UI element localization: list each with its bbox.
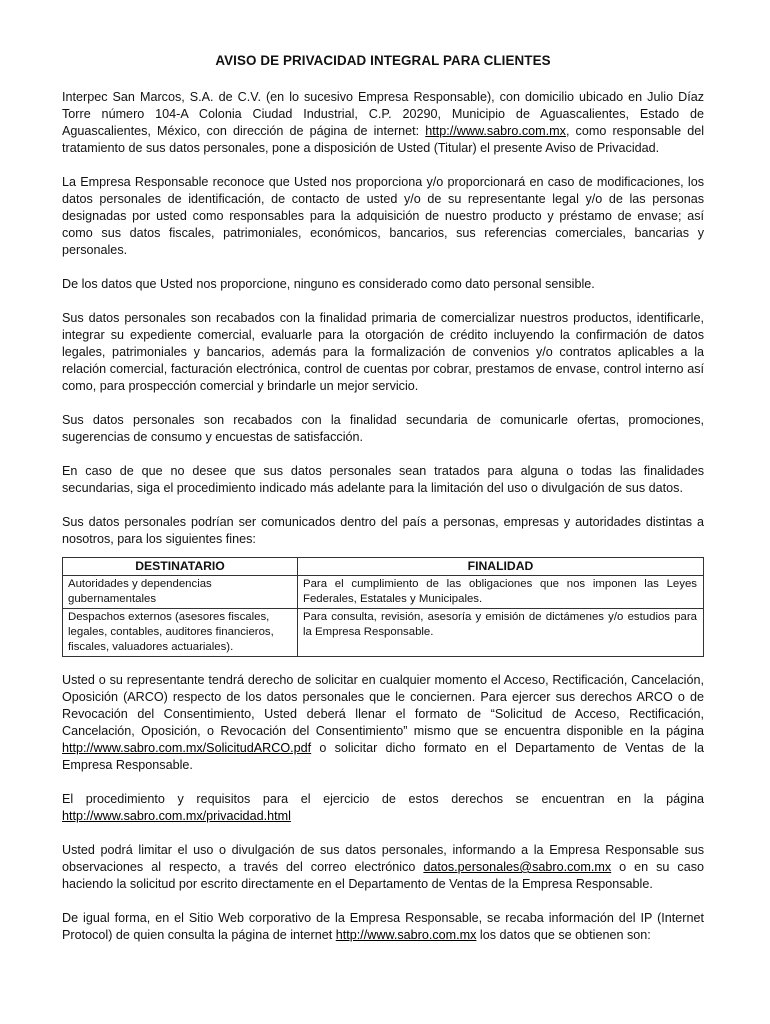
- paragraph-sensitive-data: De los datos que Usted nos proporcione, ninguno es considerado como dato personal sensible.: [62, 277, 595, 291]
- table-cell-recipient: Despachos externos (asesores fiscales, legales, contables, auditores financieros, fiscales, valuadores actuariales).: [63, 609, 298, 657]
- table-row: [63, 609, 704, 657]
- document-page: [62, 52, 704, 961]
- paragraph-text: o solicitar dicho formato en el Departamento de Ventas de la Empresa Responsable.: [62, 741, 704, 772]
- paragraph-text: El procedimiento y requisitos para el ejercicio de estos derechos se encuentran en la página: [62, 792, 704, 806]
- paragraph-procedure: [62, 791, 704, 825]
- paragraph-ip-collection: [62, 910, 704, 944]
- arco-form-link[interactable]: http://www.sabro.com.mx/SolicitudARCO.pdf: [62, 741, 312, 755]
- recipients-table: [62, 557, 704, 657]
- paragraph-data-collected: La Empresa Responsable reconoce que Usted nos proporciona y/o proporcionará en caso de modificaciones, los datos personales de identificación, de contacto de usted y/o de su representante legal y/o de las personas designadas por usted como responsables para la adquisición de nuestro producto y préstamo de envase; así como sus datos fiscales, patrimoniales, económicos, bancarios, sus referencias comerciales, bancarias y personales.: [62, 175, 704, 257]
- table-cell-purpose: Para el cumplimiento de las obligaciones que nos imponen las Leyes Federales, Estatales y Municipales.: [298, 576, 704, 609]
- paragraph-text: De igual forma, en el Sitio Web corporativo de la Empresa Responsable, se recaba información del IP (Internet Protocol) de quien consulta la página de internet: [62, 911, 704, 942]
- table-cell-recipient: Autoridades y dependencias gubernamentales: [63, 576, 298, 609]
- privacy-page-link[interactable]: http://www.sabro.com.mx/privacidad.html: [62, 809, 291, 823]
- table-row: [63, 576, 704, 609]
- paragraph-primary-purpose: Sus datos personales son recabados con la finalidad primaria de comercializar nuestros productos, identificarle, integrar su expediente comercial, evaluarle para la otorgación de crédito incluyendo la confirmación de datos legales, patrimoniales y bancarios, además para la formalización de convenios y/o contratos aplicables a la relación comercial, facturación electrónica, control de cuentas por cobrar, prestamos de envase, control interno así como, para prospección comercial y brindarle un mejor servicio.: [62, 311, 704, 393]
- paragraph-transfers: Sus datos personales podrían ser comunicados dentro del país a personas, empresas y autoridades distintas a nosotros, para los siguientes fines:: [62, 515, 704, 546]
- paragraph-text: los datos que se obtienen son:: [476, 928, 651, 942]
- column-header-purpose: FINALIDAD: [298, 558, 704, 576]
- paragraph-text: Interpec San Marcos, S.A. de C.V. (en lo sucesivo Empresa Responsable), con domicilio ubicado en Julio Díaz Torre número 104-A Colonia Ciudad Industrial, C.P. 20290, Municipio de Aguascalientes, Estado de Aguascalientes, México, con dirección de página de internet:: [62, 90, 704, 138]
- paragraph-limit-use: [62, 842, 704, 893]
- paragraph-secondary-purpose: Sus datos personales son recabados con la finalidad secundaria de comunicarle ofertas, promociones, sugerencias de consumo y encuestas de satisfacción.: [62, 413, 704, 444]
- paragraph-text: o en su caso haciendo la solicitud por escrito directamente en el Departamento de Ventas de la Empresa Responsable.: [62, 860, 704, 891]
- paragraph-company-intro: [62, 89, 704, 157]
- paragraph-text: Usted o su representante tendrá derecho de solicitar en cualquier momento el Acceso, Rectificación, Cancelación, Oposición (ARCO) respecto de los datos personales que le conciernen. Para ejercer sus derechos ARCO o de Revocación del Consentimiento, Usted deberá llenar el formato de “Solicitud de Acceso, Rectificación, Cancelación, Oposición, o Revocación del Consentimiento” mismo que se encuentra disponible en la página: [62, 673, 704, 738]
- table-cell-purpose: Para consulta, revisión, asesoría y emisión de dictámenes y/o estudios para la Empresa Responsable.: [298, 609, 704, 657]
- email-link[interactable]: datos.personales@sabro.com.mx: [423, 860, 612, 874]
- paragraph-text: , como responsable del tratamiento de sus datos personales, pone a disposición de Usted (Titular) el presente Aviso de Privacidad.: [62, 124, 704, 155]
- column-header-recipient: DESTINATARIO: [63, 558, 298, 576]
- paragraph-opt-out: En caso de que no desee que sus datos personales sean tratados para alguna o todas las finalidades secundarias, siga el procedimiento indicado más adelante para la limitación del uso o divulgación de sus datos.: [62, 464, 704, 495]
- paragraph-arco-rights: [62, 672, 704, 774]
- table-header-row: [63, 558, 704, 576]
- website-link[interactable]: http://www.sabro.com.mx: [335, 928, 477, 942]
- paragraph-text: Usted podrá limitar el uso o divulgación de sus datos personales, informando a la Empresa Responsable sus observaciones al respecto, a través del correo electrónico: [62, 843, 704, 874]
- website-link[interactable]: http://www.sabro.com.mx: [425, 124, 566, 138]
- page-title: AVISO DE PRIVACIDAD INTEGRAL PARA CLIENTES: [215, 53, 551, 68]
